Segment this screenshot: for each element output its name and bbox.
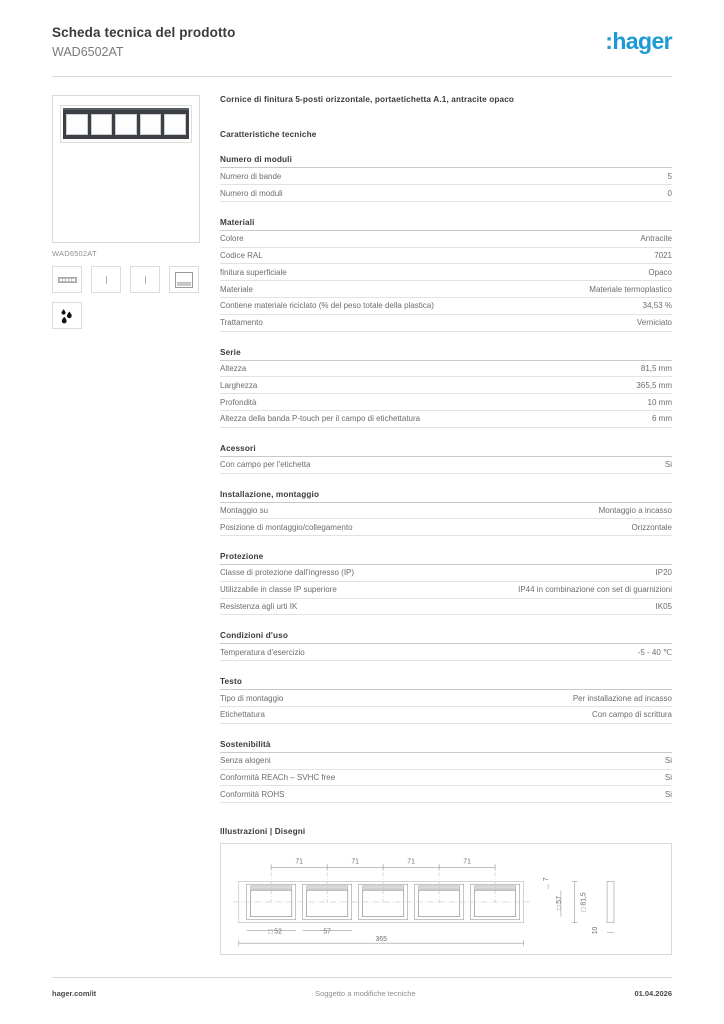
dim-right-1: 7 bbox=[543, 877, 551, 882]
frame-cell bbox=[140, 114, 162, 135]
spec-label: Altezza bbox=[220, 363, 247, 373]
spec-label: Materiale bbox=[220, 284, 253, 294]
spec-group-title: Numero di moduli bbox=[220, 155, 672, 168]
title-block bbox=[52, 24, 235, 61]
spec-label: Utilizzabile in classe IP superiore bbox=[220, 585, 337, 595]
spec-value: Materiale termoplastico bbox=[589, 284, 672, 294]
spec-group bbox=[220, 218, 672, 332]
spec-row bbox=[220, 168, 672, 185]
drawing-svg bbox=[221, 844, 671, 954]
spec-value: 7021 bbox=[654, 251, 672, 261]
spec-row bbox=[220, 281, 672, 298]
spec-value: IP20 bbox=[655, 568, 672, 578]
spec-group bbox=[220, 155, 672, 202]
dim-top-2: 71 bbox=[351, 858, 359, 866]
spec-value: Si bbox=[664, 772, 672, 782]
hero-caption: WAD6502AT bbox=[52, 249, 97, 259]
spec-value: 34,53 % bbox=[642, 301, 672, 311]
spec-row bbox=[220, 377, 672, 394]
spec-label: Montaggio su bbox=[220, 505, 269, 515]
dim-top-4: 71 bbox=[463, 858, 471, 866]
side-profile-icon bbox=[106, 276, 107, 284]
frame-front-icon bbox=[58, 277, 77, 283]
thumb-side-profile-2[interactable] bbox=[130, 266, 160, 293]
spec-group bbox=[220, 631, 672, 661]
spec-value: Verniciato bbox=[636, 318, 672, 328]
spec-group-title: Installazione, montaggio bbox=[220, 490, 672, 503]
spec-group bbox=[220, 348, 672, 428]
spec-group-title: Serie bbox=[220, 348, 672, 361]
spec-row bbox=[220, 394, 672, 411]
thumb-frame-front[interactable] bbox=[52, 266, 82, 293]
product-description: Cornice di finitura 5-posti orizzontale, portaetichetta A.1, antracite opaco bbox=[220, 95, 515, 105]
footer-disclaimer: Soggetto a modifiche tecniche bbox=[315, 989, 416, 998]
spec-label: Conformità ROHS bbox=[220, 789, 285, 799]
spec-group bbox=[220, 552, 672, 615]
dim-right-3: □ 81,5 bbox=[580, 892, 588, 912]
footer-website[interactable]: hager.com/it bbox=[52, 989, 97, 998]
spec-value: Si bbox=[664, 789, 672, 799]
spec-label: Colore bbox=[220, 234, 244, 244]
page-body bbox=[52, 95, 672, 955]
spec-value: 0 bbox=[667, 188, 672, 198]
spec-group bbox=[220, 444, 672, 474]
dim-bottom-mid: 57 bbox=[323, 928, 331, 936]
dim-depth: 10 bbox=[592, 926, 600, 935]
frame-cell bbox=[91, 114, 113, 135]
spec-row bbox=[220, 582, 672, 599]
spec-value: Antracite bbox=[640, 234, 672, 244]
dim-top-3: 71 bbox=[407, 858, 415, 866]
spec-row bbox=[220, 231, 672, 248]
spec-label: Resistenza agli urti IK bbox=[220, 602, 298, 612]
thumb-water-drops[interactable] bbox=[52, 302, 82, 329]
specifications-column bbox=[220, 95, 672, 955]
spec-row bbox=[220, 361, 672, 378]
spec-row bbox=[220, 248, 672, 265]
spec-label: Altezza della banda P-touch per il campo di etichettatura bbox=[220, 414, 421, 424]
dim-overall-width: 365 bbox=[375, 936, 387, 944]
spec-group bbox=[220, 677, 672, 724]
spec-row bbox=[220, 786, 672, 803]
spec-label: Temperatura d'esercizio bbox=[220, 647, 305, 657]
spec-value: IP44 in combinazione con set di guarnizioni bbox=[518, 585, 672, 595]
spec-row bbox=[220, 565, 672, 582]
spec-group-title: Condizioni d'uso bbox=[220, 631, 672, 644]
spec-value: 10 mm bbox=[647, 397, 672, 407]
spec-value: 365,5 mm bbox=[636, 380, 672, 390]
spec-value: 6 mm bbox=[652, 414, 672, 424]
water-drops-icon bbox=[59, 308, 76, 324]
spec-row bbox=[220, 264, 672, 281]
spec-group-title: Acessori bbox=[220, 444, 672, 457]
spec-value: Si bbox=[664, 460, 672, 470]
spec-value: 81,5 mm bbox=[640, 363, 672, 373]
spec-value: Per installazione ad incasso bbox=[572, 693, 672, 703]
page-title: Scheda tecnica del prodotto bbox=[52, 25, 236, 40]
spec-label: Trattamento bbox=[220, 318, 263, 328]
spec-value: IK05 bbox=[655, 602, 672, 612]
footer-date: 01.04.2026 bbox=[634, 989, 672, 998]
spec-row bbox=[220, 457, 672, 474]
spec-value: Montaggio a incasso bbox=[598, 505, 672, 515]
frame-illustration bbox=[60, 105, 192, 143]
thumb-label-field[interactable] bbox=[169, 266, 199, 293]
product-reference: WAD6502AT bbox=[52, 45, 124, 60]
spec-row bbox=[220, 599, 672, 616]
spec-groups bbox=[220, 155, 672, 803]
spec-label: Codice RAL bbox=[220, 251, 263, 261]
spec-group-title: Sostenibilità bbox=[220, 740, 672, 753]
spec-row bbox=[220, 185, 672, 202]
spec-value: 5 bbox=[667, 171, 672, 181]
spec-group-title: Materiali bbox=[220, 218, 672, 231]
spec-label: Classe di protezione dall'ingresso (IP) bbox=[220, 568, 355, 578]
spec-row bbox=[220, 315, 672, 332]
frame-cells bbox=[63, 108, 189, 139]
tech-characteristics-heading: Caratteristiche tecniche bbox=[220, 130, 317, 140]
spec-label: Profondità bbox=[220, 397, 257, 407]
spec-row bbox=[220, 707, 672, 724]
spec-value: Orizzontale bbox=[631, 522, 672, 532]
technical-drawing[interactable] bbox=[220, 843, 672, 955]
spec-row bbox=[220, 298, 672, 315]
hager-logo: :hager bbox=[605, 28, 672, 54]
spec-group bbox=[220, 490, 672, 537]
label-field-icon bbox=[175, 272, 193, 288]
spec-label: finitura superficiale bbox=[220, 267, 287, 277]
spec-label: Numero di bande bbox=[220, 171, 282, 181]
spec-row bbox=[220, 690, 672, 707]
spec-group-title: Protezione bbox=[220, 552, 672, 565]
page-header bbox=[52, 0, 672, 61]
spec-row bbox=[220, 519, 672, 536]
spec-value: -5 - 40 ℃ bbox=[637, 647, 672, 657]
spec-group bbox=[220, 740, 672, 803]
spec-label: Senza alogeni bbox=[220, 756, 271, 766]
spec-label: Conformità REACh – SVHC free bbox=[220, 772, 336, 782]
side-profile-icon bbox=[145, 276, 146, 284]
frame-cell bbox=[115, 114, 137, 135]
spec-value: Con campo di scrittura bbox=[591, 710, 672, 720]
spec-label: Larghezza bbox=[220, 380, 258, 390]
frame-cell bbox=[164, 114, 186, 135]
spec-label: Tipo di montaggio bbox=[220, 693, 284, 703]
header-divider bbox=[52, 76, 672, 77]
spec-group-title: Testo bbox=[220, 677, 672, 690]
footer-divider bbox=[52, 977, 672, 978]
product-media-column bbox=[52, 95, 200, 955]
dim-bottom-left: □ 52 bbox=[268, 928, 282, 936]
frame-cell bbox=[66, 114, 88, 135]
spec-row bbox=[220, 411, 672, 428]
drawing-title: Illustrazioni | Disegni bbox=[220, 827, 306, 837]
spec-row bbox=[220, 753, 672, 770]
spec-label: Contiene materiale riciclato (% del peso totale della plastica) bbox=[220, 301, 434, 311]
spec-row bbox=[220, 770, 672, 787]
spec-row bbox=[220, 644, 672, 661]
spec-value: Opaco bbox=[648, 267, 672, 277]
spec-row bbox=[220, 503, 672, 520]
thumb-side-profile-1[interactable] bbox=[91, 266, 121, 293]
drawing-section bbox=[220, 827, 672, 955]
dim-top-1: 71 bbox=[295, 858, 303, 866]
spec-label: Posizione di montaggio/collegamento bbox=[220, 522, 353, 532]
spec-label: Etichettatura bbox=[220, 710, 265, 720]
spec-label: Numero di moduli bbox=[220, 188, 283, 198]
product-hero-image[interactable] bbox=[52, 95, 200, 243]
thumbnail-strip bbox=[52, 266, 200, 329]
dim-right-2: □ 57 bbox=[555, 896, 563, 910]
spec-value: Si bbox=[664, 756, 672, 766]
spec-label: Con campo per l'etichetta bbox=[220, 460, 311, 470]
page-footer bbox=[52, 977, 672, 998]
